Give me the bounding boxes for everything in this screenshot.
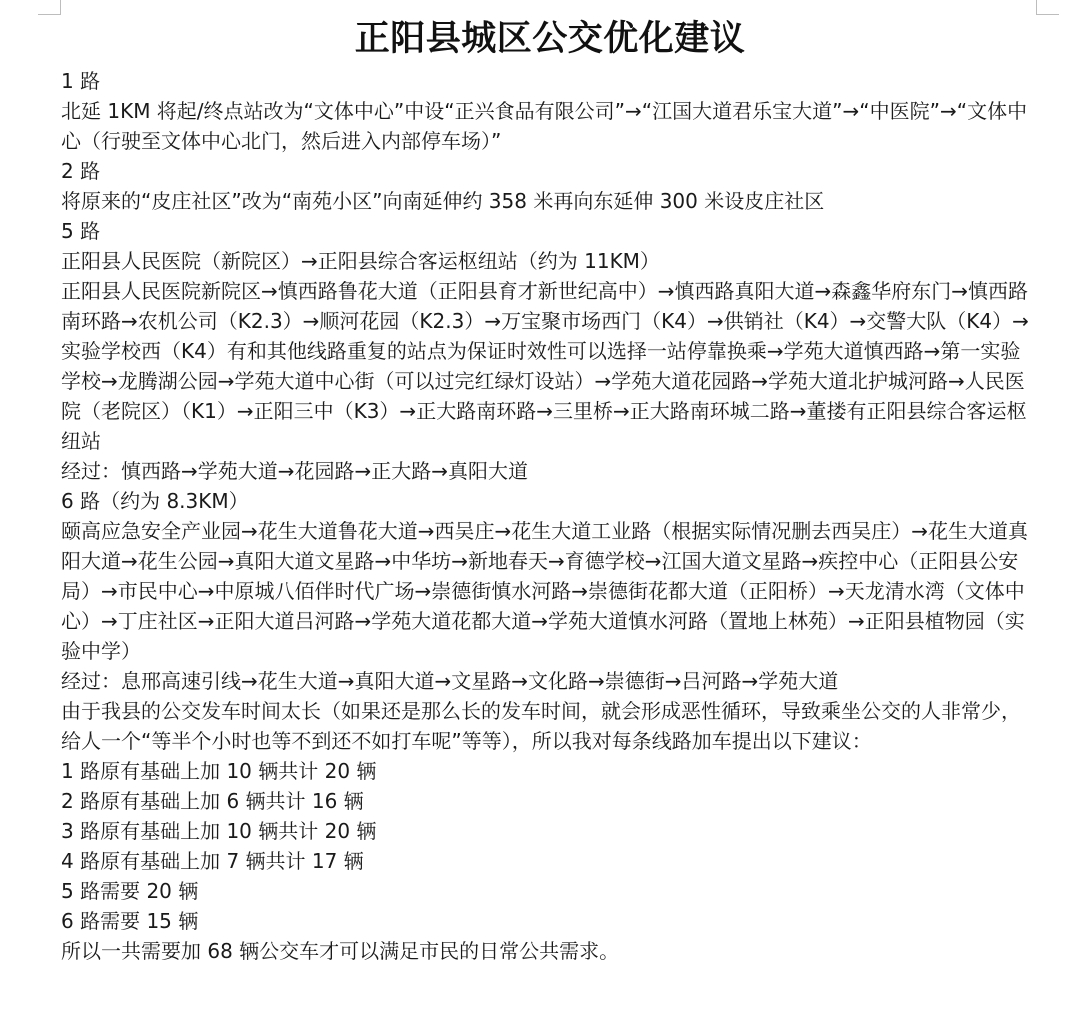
route-1-heading: 1 路 <box>61 69 101 93</box>
route-1-description: 北延 1KM 将起/终点站改为“文体中心”中设“正兴食品有限公司”→“江国大道君乐宝大道”→“中医院”→“文体中心（行驶至文体中心北门，然后进入内部停车场）” <box>61 99 1028 153</box>
vehicle-plan-route-4: 4 路原有基础上加 7 辆共计 17 辆 <box>61 849 364 873</box>
route-2-heading: 2 路 <box>61 159 101 183</box>
crop-mark-top-left <box>38 0 61 15</box>
route-6-stops: 颐高应急安全产业园→花生大道鲁花大道→西吴庄→花生大道工业路（根据实际情况删去西吴庄）→花生大道真阳大道→花生公园→真阳大道文星路→中华坊→新地春天→育德学校→江国大道文星路→疾控中心（正阳县公安局）→市民中心→中原城八佰伴时代广场→崇德街慎水河路→崇德街花都大道（正阳桥）→天龙清水湾（文体中心）→丁庄社区→正阳大道吕河路→学苑大道花都大道→学苑大道慎水河路（置地上林苑）→正阳县植物园（实验中学） <box>61 519 1029 663</box>
vehicle-plan-route-1: 1 路原有基础上加 10 辆共计 20 辆 <box>61 759 377 783</box>
frequency-rationale: 由于我县的公交发车时间太长（如果还是那么长的发车时间，就会形成恶性循环，导致乘坐公交的人非常少，给人一个“等半个小时也等不到还不如打车呢”等等），所以我对每条线路加车提出以下建议： <box>61 699 1021 753</box>
vehicle-plan-route-2: 2 路原有基础上加 6 辆共计 16 辆 <box>61 789 364 813</box>
route-6-heading: 6 路（约为 8.3KM） <box>61 489 249 513</box>
route-6-via: 经过：息邢高速引线→花生大道→真阳大道→文星路→文化路→崇德街→吕河路→学苑大道 <box>61 669 839 693</box>
route-5-heading: 5 路 <box>61 219 101 243</box>
document-title: 正阳县城区公交优化建议 <box>354 19 746 59</box>
vehicle-plan-total: 所以一共需要加 68 辆公交车才可以满足市民的日常公共需求。 <box>61 939 620 963</box>
vehicle-plan-route-5: 5 路需要 20 辆 <box>61 879 199 903</box>
route-5-stops: 正阳县人民医院新院区→慎西路鲁花大道（正阳县育才新世纪高中）→慎西路真阳大道→森鑫华府东门→慎西路南环路→农机公司（K2.3）→顺河花园（K2.3）→万宝聚市场西门（K4）→供销社（K4）→交警大队（K4）→实验学校西（K4）有和其他线路重复的站点为保证时效性可以选择一站停靠换乘→学苑大道慎西路→第一实验学校→龙腾湖公园→学苑大道中心街（可以过完红绿灯设站）→学苑大道花园路→学苑大道北护城河路→人民医院（老院区）（K1）→正阳三中（K3）→正大路南环路→三里桥→正大路南环城二路→董搂有正阳县综合客运枢纽站 <box>61 279 1029 453</box>
crop-mark-top-right <box>1036 0 1059 15</box>
route-5-via: 经过：慎西路→学苑大道→花园路→正大路→真阳大道 <box>61 459 529 483</box>
vehicle-plan-route-6: 6 路需要 15 辆 <box>61 909 199 933</box>
vehicle-plan-route-3: 3 路原有基础上加 10 辆共计 20 辆 <box>61 819 377 843</box>
document-body <box>61 66 1036 966</box>
route-2-description: 将原来的“皮庄社区”改为“南苑小区”向南延伸约 358 米再向东延伸 300 米设皮庄社区 <box>61 189 825 213</box>
route-5-summary: 正阳县人民医院（新院区）→正阳县综合客运枢纽站（约为 11KM） <box>61 249 660 273</box>
